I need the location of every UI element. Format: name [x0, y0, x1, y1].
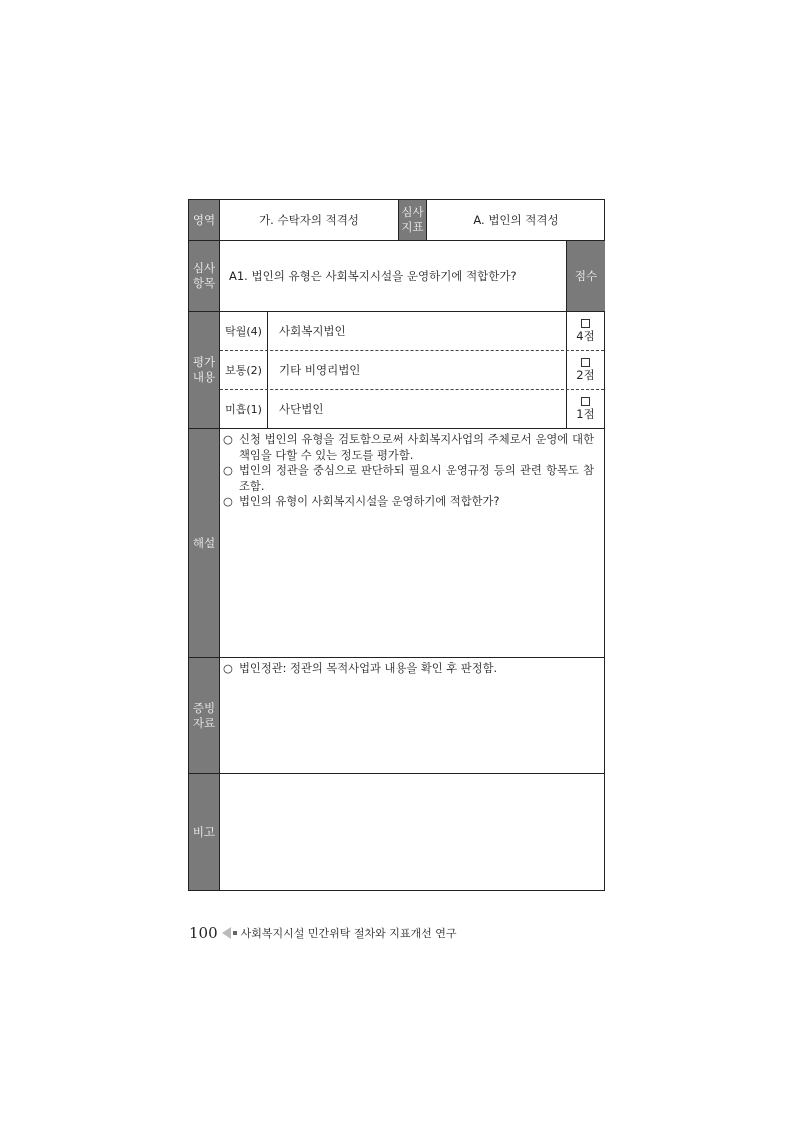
evidence-text: 법인정관: 정관의 목적사업과 내용을 확인 후 판정함.: [239, 662, 498, 675]
explain-list: [223, 432, 594, 510]
circle-bullet-icon: ○: [223, 495, 233, 508]
explain-text: 법인의 정관을 중심으로 판단하되 필요시 운영규정 등의 관련 항목도 참조함.: [239, 464, 594, 493]
explain-item: [223, 494, 594, 510]
row-divider: [189, 428, 604, 429]
evaluation-table: [188, 199, 605, 891]
explain-item: [223, 432, 594, 463]
checkbox[interactable]: [581, 319, 590, 328]
eval-desc: 기타 비영리법인: [279, 363, 361, 377]
review-indicator-value: A. 법인의 적격성: [473, 213, 559, 227]
arrow-left-icon: [222, 927, 231, 939]
eval-grade: 탁월(4): [225, 325, 262, 338]
circle-bullet-icon: ○: [223, 433, 233, 446]
eval-score-text: 1점: [576, 407, 595, 421]
checkbox[interactable]: [581, 397, 590, 406]
eval-score: [566, 314, 605, 350]
evidence-label: 증빙 자료: [189, 658, 220, 773]
square-bullet-icon: [233, 931, 237, 935]
eval-score: [566, 353, 605, 389]
eval-grade: 보통(2): [225, 364, 262, 377]
eval-score-text: 2점: [576, 368, 595, 382]
checkbox[interactable]: [581, 358, 590, 367]
circle-bullet-icon: ○: [223, 464, 233, 477]
explain-item: [223, 463, 594, 494]
explain-text: 법인의 유형이 사회복지시설을 운영하기에 적합한가?: [239, 495, 500, 508]
review-indicator-label: 심사 지표: [398, 200, 427, 240]
row-divider: [189, 657, 604, 658]
page-number: 100: [189, 924, 218, 942]
running-title: 사회복지시설 민간위탁 절차와 지표개선 연구: [240, 927, 457, 940]
score-header: 점수: [566, 241, 605, 311]
remark-value: [229, 774, 599, 890]
grade-divider: [267, 312, 268, 428]
eval-label: 평가 내용: [189, 312, 220, 428]
area-value: 가. 수탁자의 적격성: [259, 213, 359, 227]
explain-text: 신청 법인의 유형을 검토함으로써 사회복지사업의 주체로서 운영에 대한 책임을 다할 수 있는 정도를 평가함.: [239, 433, 594, 462]
evidence-list: [223, 661, 594, 677]
circle-bullet-icon: ○: [223, 662, 233, 675]
area-label: 영역: [189, 200, 220, 240]
eval-grade: 미흡(1): [225, 403, 262, 416]
review-item-value: A1. 법인의 유형은 사회복지시설을 운영하기에 적합한가?: [229, 269, 517, 283]
eval-score-text: 4점: [576, 329, 595, 343]
evidence-item: [223, 661, 594, 677]
remark-label: 비고: [189, 774, 220, 890]
eval-score: [566, 392, 605, 428]
page-footer: [189, 924, 457, 942]
eval-desc: 사회복지법인: [279, 324, 346, 338]
eval-desc: 사단법인: [279, 402, 324, 416]
explain-label: 해설: [189, 429, 220, 657]
review-item-label: 심사 항목: [189, 241, 220, 311]
